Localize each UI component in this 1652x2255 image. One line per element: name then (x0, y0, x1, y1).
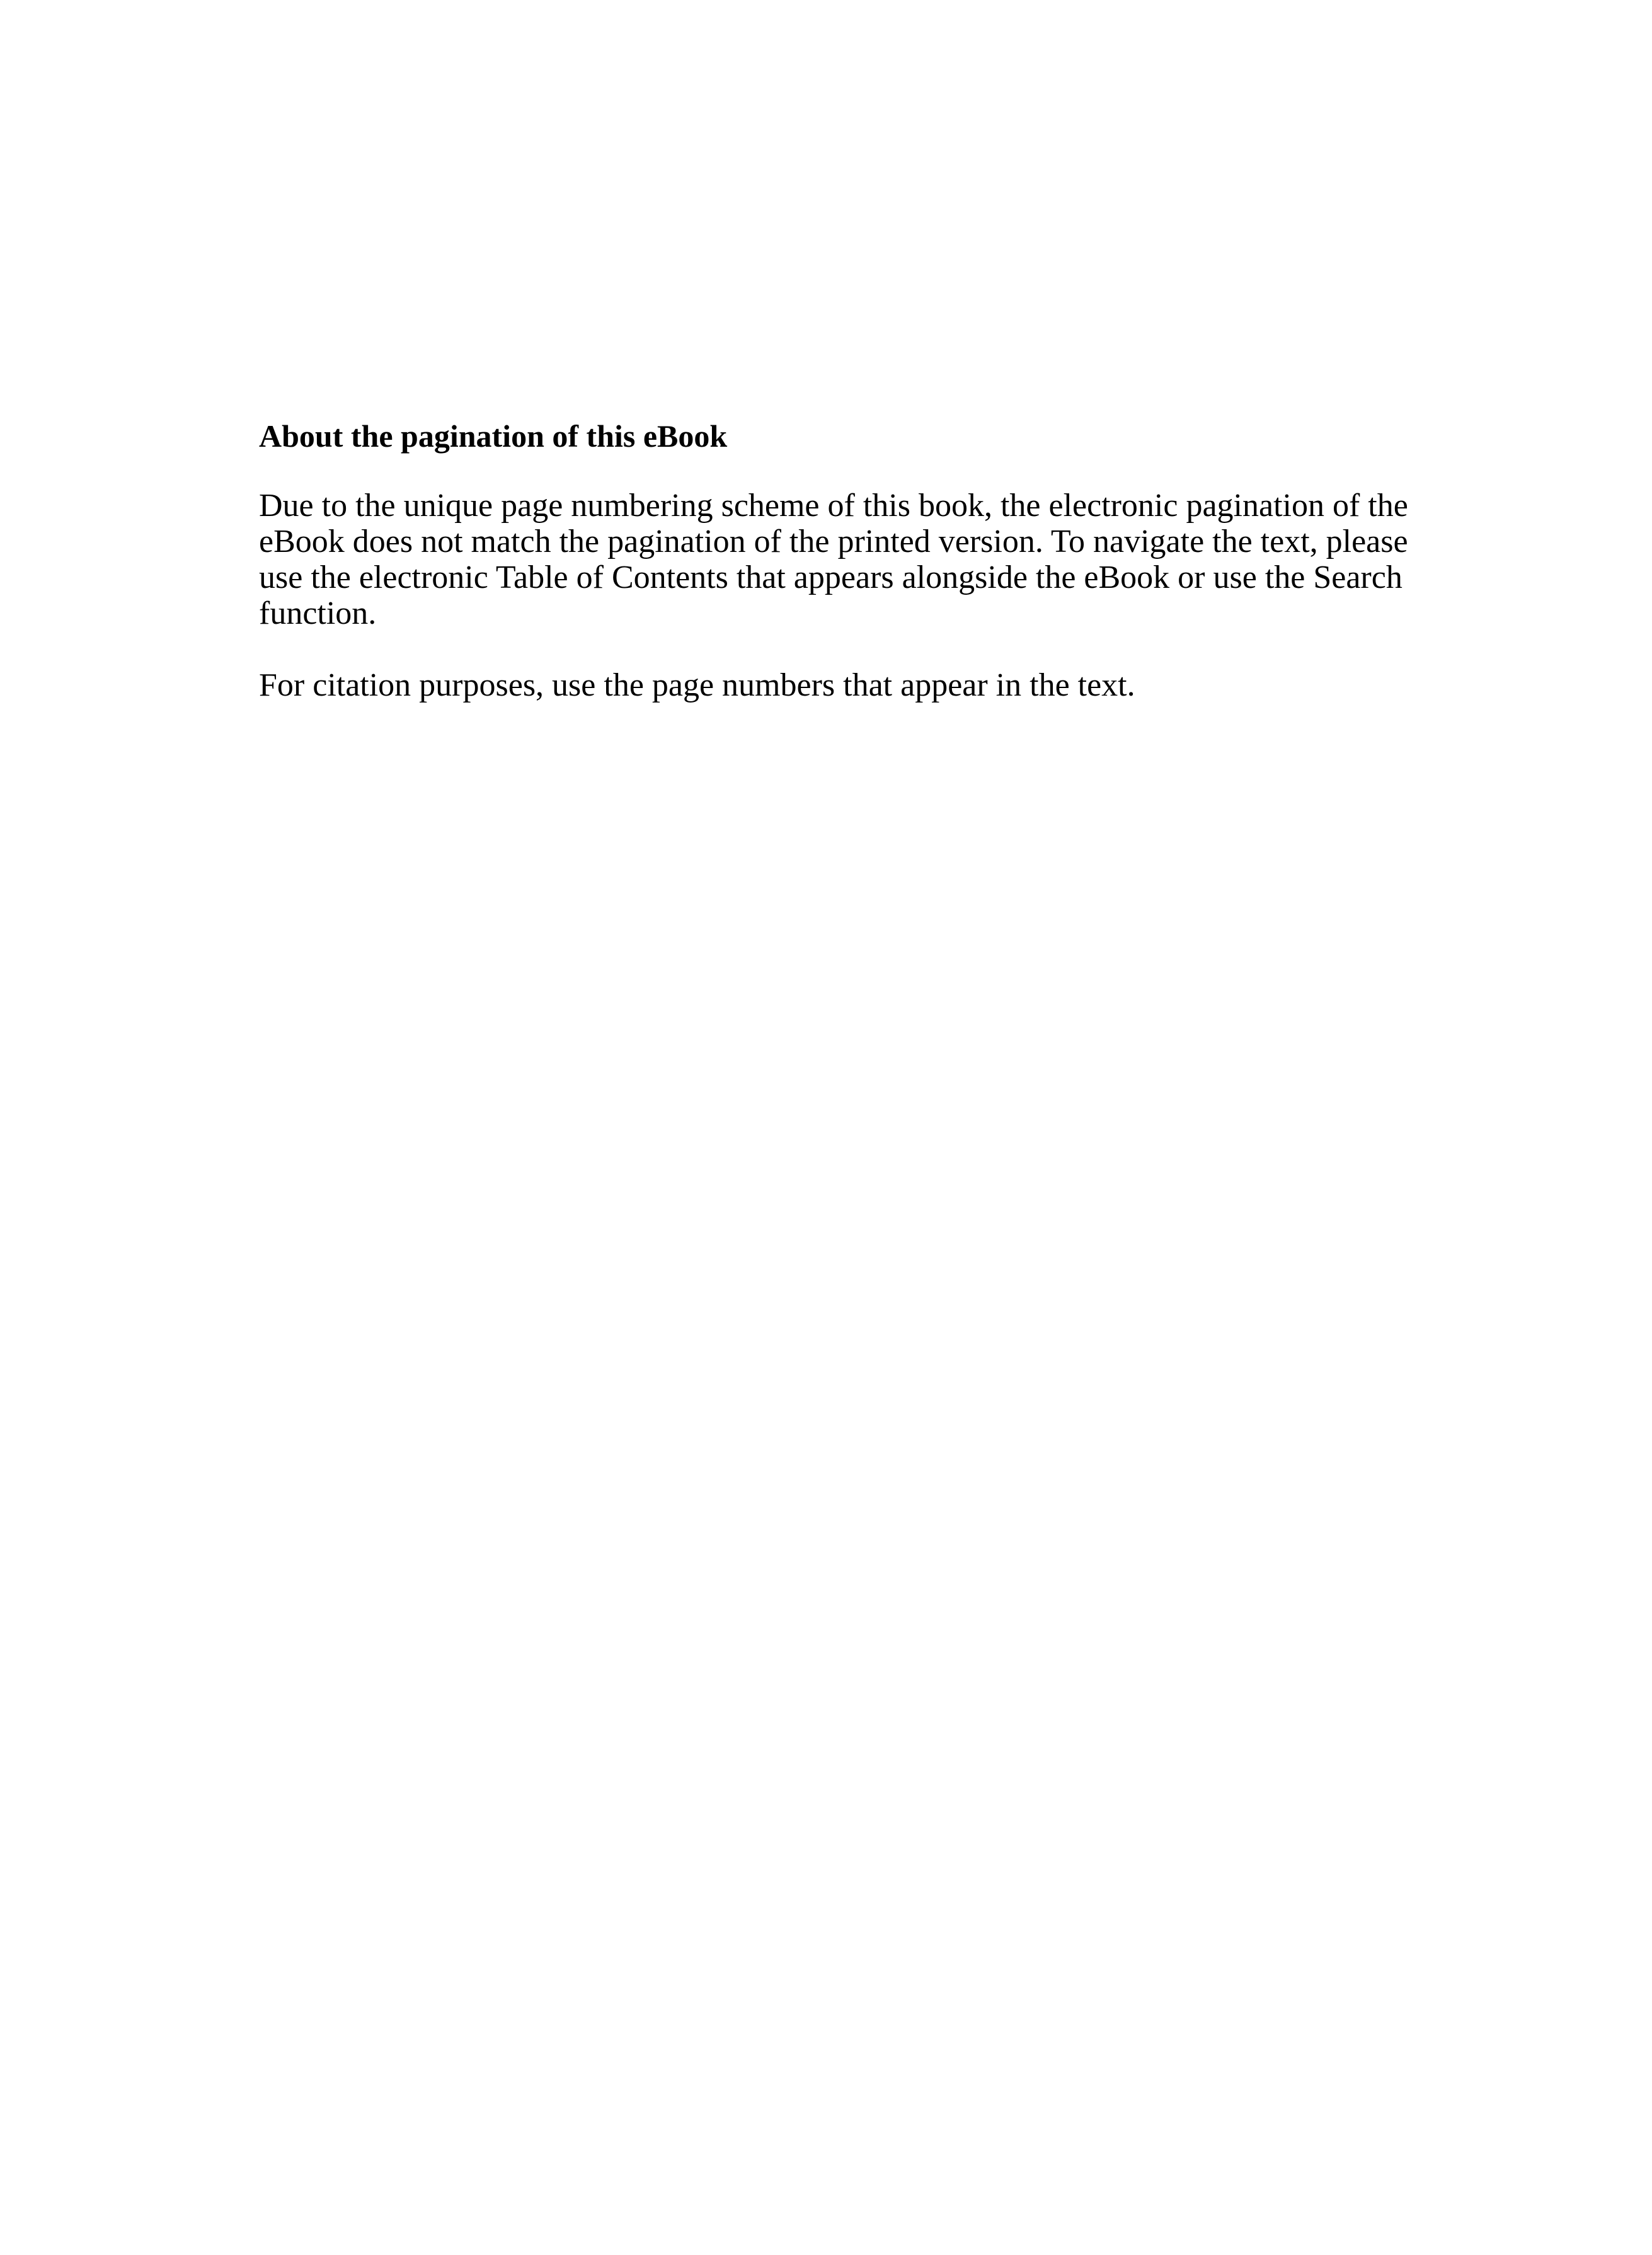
pagination-notice (259, 413, 1412, 703)
notice-paragraph-citation: For citation purposes, use the page numbers that appear in the text. (259, 667, 1135, 703)
notice-heading: About the pagination of this eBook (259, 418, 728, 454)
notice-paragraph-navigation: Due to the unique page numbering scheme of this book, the electronic pagination of the eBook does not match the pagination of the printed version. To navigate the text, please use the electronic Table of Contents that appears alongside the eBook or use the Search function. (259, 488, 1408, 631)
